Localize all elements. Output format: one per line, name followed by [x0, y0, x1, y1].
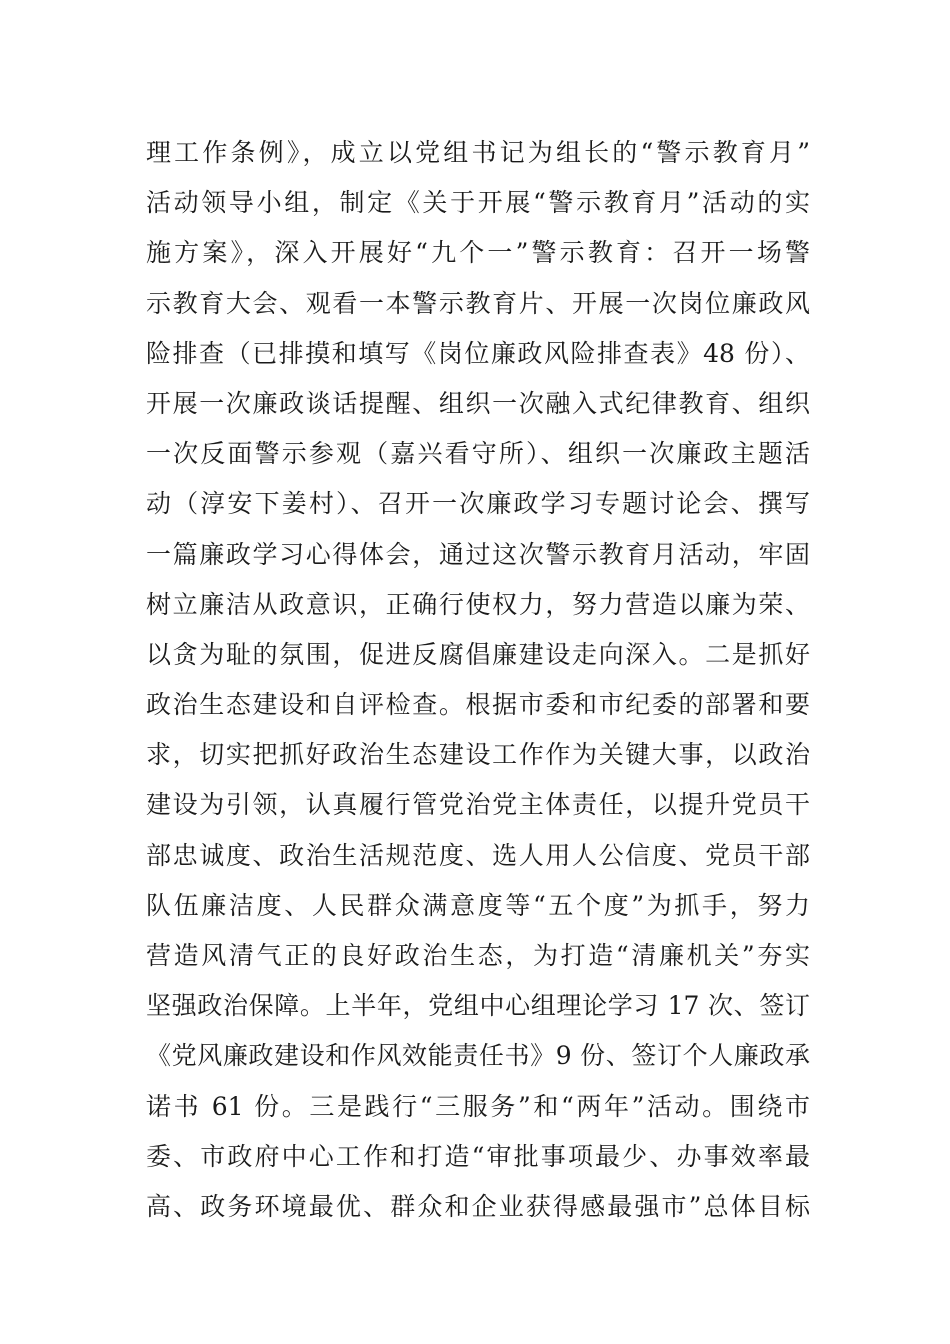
body-paragraph	[146, 128, 810, 1232]
text-line: 一篇廉政学习心得体会，通过这次警示教育月活动，牢固	[146, 539, 810, 569]
text-line: 活动领导小组，制定《关于开展“警示教育月”活动的实	[146, 188, 810, 218]
text-line: 队伍廉洁度、人民群众满意度等“五个度”为抓手，努力	[146, 890, 810, 920]
text-line: 以贪为耻的氛围，促进反腐倡廉建设走向深入。二是抓好	[146, 639, 810, 669]
text-line: 建设为引领，认真履行管党治党主体责任，以提升党员干	[146, 790, 810, 820]
text-line: 坚强政治保障。上半年，党组中心组理论学习 17 次、签订	[146, 991, 810, 1021]
text-line: 营造风清气正的良好政治生态，为打造“清廉机关”夯实	[146, 941, 810, 970]
text-line: 一次反面警示参观（嘉兴看守所）、组织一次廉政主题活	[146, 439, 810, 469]
text-line: 高、政务环境最优、群众和企业获得感最强市”总体目标	[146, 1191, 810, 1221]
text-line: 动（淳安下姜村）、召开一次廉政学习专题讨论会、撰写	[146, 489, 810, 519]
text-line: 理工作条例》，成立以党组书记为组长的“警示教育月”	[146, 138, 810, 167]
text-line: 示教育大会、观看一本警示教育片、开展一次岗位廉政风	[146, 288, 810, 318]
text-line: 开展一次廉政谈话提醒、组织一次融入式纪律教育、组织	[146, 388, 810, 418]
text-line: 政治生态建设和自评检查。根据市委和市纪委的部署和要	[146, 690, 810, 720]
text-line: 求，切实把抓好政治生态建设工作作为关键大事，以政治	[146, 740, 810, 770]
text-line: 诺书 61 份。三是践行“三服务”和“两年”活动。围绕市	[146, 1091, 810, 1121]
text-line: 施方案》，深入开展好“九个一”警示教育：召开一场警	[146, 238, 810, 268]
text-line: 《党风廉政建设和作风效能责任书》9 份、签订个人廉政承	[146, 1041, 810, 1071]
text-line: 险排查（已排摸和填写《岗位廉政风险排查表》48 份）、	[146, 338, 810, 368]
text-line: 委、市政府中心工作和打造“审批事项最少、办事效率最	[146, 1141, 810, 1171]
text-line: 部忠诚度、政治生活规范度、选人用人公信度、党员干部	[146, 840, 810, 870]
text-line: 树立廉洁从政意识，正确行使权力，努力营造以廉为荣、	[146, 589, 810, 619]
